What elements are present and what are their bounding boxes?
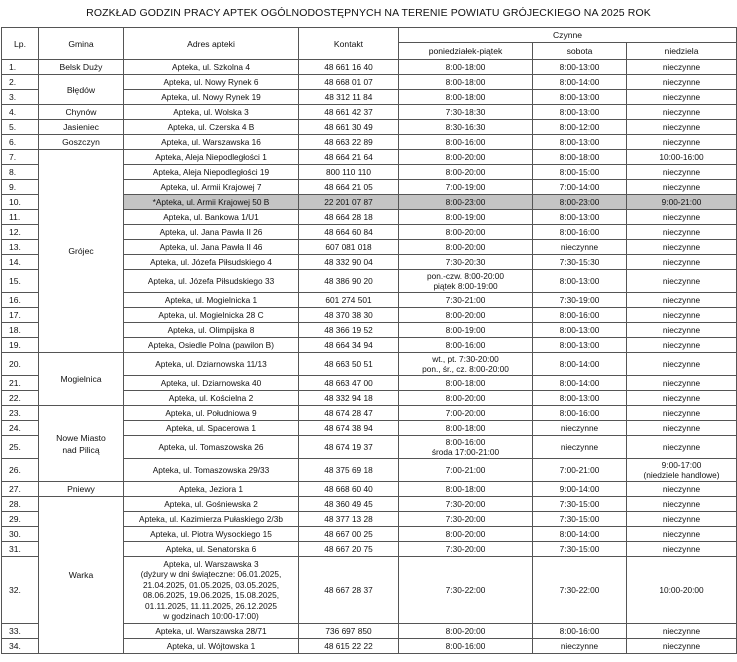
row-address: Apteka, ul. Armii Krajowej 7 xyxy=(124,180,299,195)
row-lp: 19. xyxy=(2,338,39,353)
sunday-hours-note: (niedziele handlowe) xyxy=(643,470,720,480)
row-lp: 23. xyxy=(2,406,39,421)
row-saturday-hours: 7:30-22:00 xyxy=(533,557,627,624)
weekday-hours-line: pon., śr., cz. 8:00-20:00 xyxy=(422,364,509,374)
row-saturday-hours: 8:00-15:00 xyxy=(533,165,627,180)
row-sunday-hours: nieczynne xyxy=(627,639,737,654)
table-row xyxy=(2,497,737,512)
row-weekday-hours: 8:00-19:00 xyxy=(399,210,533,225)
gmina-grojec: Grójec xyxy=(39,150,124,353)
row-phone: 601 274 501 xyxy=(299,293,399,308)
weekday-hours-line: pon.-czw. 8:00-20:00 xyxy=(426,270,505,281)
row-saturday-hours: nieczynne xyxy=(533,436,627,459)
row-weekday-hours: 8:00-18:00 xyxy=(399,421,533,436)
address-line: 21.04.2025, 01.05.2025, 03.05.2025, xyxy=(142,579,280,590)
row-phone: 48 668 01 07 xyxy=(299,75,399,90)
gmina-bledow: Błędów xyxy=(39,75,124,105)
row-lp: 12. xyxy=(2,225,39,240)
row-address: Apteka, ul. Południowa 9 xyxy=(124,406,299,421)
header-niedziela: niedziela xyxy=(627,43,737,60)
row-phone: 48 370 38 30 xyxy=(299,308,399,323)
row-address: Apteka, ul. Wolska 3 xyxy=(124,105,299,120)
row-phone: 48 667 20 75 xyxy=(299,542,399,557)
row-lp: 27. xyxy=(2,482,39,497)
row-phone: 48 663 22 89 xyxy=(299,135,399,150)
gmina-name-line: nad Pilicą xyxy=(62,444,100,455)
row-sunday-hours: nieczynne xyxy=(627,323,737,338)
row-address: Apteka, ul. Spacerowa 1 xyxy=(124,421,299,436)
row-lp: 9. xyxy=(2,180,39,195)
row-address: Apteka, ul. Piotra Wysockiego 15 xyxy=(124,527,299,542)
row-sunday-hours xyxy=(627,459,737,482)
row-phone: 48 664 21 64 xyxy=(299,150,399,165)
row-address: Apteka, ul. Warszawska 16 xyxy=(124,135,299,150)
row-address: Apteka, ul. Józefa Piłsudskiego 4 xyxy=(124,255,299,270)
row-address: Apteka, ul. Dziarnowska 11/13 xyxy=(124,353,299,376)
row-weekday-hours: 8:00-23:00 xyxy=(399,195,533,210)
weekday-hours-line: wt., pt. 7:30-20:00 xyxy=(432,353,499,364)
row-sunday-hours: nieczynne xyxy=(627,255,737,270)
row-phone: 48 377 13 28 xyxy=(299,512,399,527)
row-address: Apteka, ul. Jana Pawła II 26 xyxy=(124,225,299,240)
row-lp: 11. xyxy=(2,210,39,225)
row-weekday-hours xyxy=(399,436,533,459)
row-weekday-hours: 8:00-18:00 xyxy=(399,90,533,105)
row-lp: 16. xyxy=(2,293,39,308)
row-weekday-hours xyxy=(399,270,533,293)
row-weekday-hours: 8:00-16:00 xyxy=(399,639,533,654)
row-saturday-hours: 8:00-13:00 xyxy=(533,210,627,225)
row-sunday-hours: nieczynne xyxy=(627,624,737,639)
row-weekday-hours: 7:30-20:00 xyxy=(399,542,533,557)
row-phone: 48 664 21 05 xyxy=(299,180,399,195)
row-saturday-hours: 8:00-14:00 xyxy=(533,353,627,376)
row-phone: 48 674 28 47 xyxy=(299,406,399,421)
row-weekday-hours: 8:00-20:00 xyxy=(399,165,533,180)
row-weekday-hours: 8:00-20:00 xyxy=(399,624,533,639)
row-sunday-hours: nieczynne xyxy=(627,270,737,293)
row-sunday-hours: nieczynne xyxy=(627,512,737,527)
row-sunday-hours: nieczynne xyxy=(627,308,737,323)
row-weekday-hours: 8:00-20:00 xyxy=(399,527,533,542)
header-sobota: sobota xyxy=(533,43,627,60)
row-address: Apteka, ul. Dziarnowska 40 xyxy=(124,376,299,391)
row-phone: 607 081 018 xyxy=(299,240,399,255)
row-weekday-hours: 8:00-20:00 xyxy=(399,225,533,240)
row-weekday-hours: 7:00-21:00 xyxy=(399,459,533,482)
row-sunday-hours: nieczynne xyxy=(627,436,737,459)
row-lp: 30. xyxy=(2,527,39,542)
row-phone: 48 674 19 37 xyxy=(299,436,399,459)
row-weekday-hours xyxy=(399,353,533,376)
row-saturday-hours: 7:30-15:30 xyxy=(533,255,627,270)
gmina-goszczyn: Goszczyn xyxy=(39,135,124,150)
table-row xyxy=(2,120,737,135)
row-weekday-hours: 8:30-16:30 xyxy=(399,120,533,135)
row-saturday-hours: nieczynne xyxy=(533,240,627,255)
header-czynne: Czynne xyxy=(399,28,737,43)
row-saturday-hours: 8:00-16:00 xyxy=(533,624,627,639)
table-row xyxy=(2,353,737,376)
row-sunday-hours: 9:00-21:00 xyxy=(627,195,737,210)
row-lp: 31. xyxy=(2,542,39,557)
sunday-hours-line: 9:00-17:00 xyxy=(661,459,702,470)
row-weekday-hours: 8:00-16:00 xyxy=(399,338,533,353)
row-phone: 48 332 90 04 xyxy=(299,255,399,270)
table-row xyxy=(2,105,737,120)
row-saturday-hours: 8:00-13:00 xyxy=(533,105,627,120)
row-sunday-hours: nieczynne xyxy=(627,60,737,75)
row-lp: 29. xyxy=(2,512,39,527)
pharmacy-schedule-table xyxy=(1,27,737,654)
row-sunday-hours: nieczynne xyxy=(627,421,737,436)
row-sunday-hours: nieczynne xyxy=(627,75,737,90)
row-address: Apteka, ul. Nowy Rynek 6 xyxy=(124,75,299,90)
row-address: Apteka, ul. Senatorska 6 xyxy=(124,542,299,557)
row-address: Apteka, Aleja Niepodległości 1 xyxy=(124,150,299,165)
row-address: Apteka, ul. Wójtowska 1 xyxy=(124,639,299,654)
row-saturday-hours: 7:00-14:00 xyxy=(533,180,627,195)
row-saturday-hours: 8:00-14:00 xyxy=(533,376,627,391)
row-lp: 18. xyxy=(2,323,39,338)
row-sunday-hours: nieczynne xyxy=(627,542,737,557)
weekday-hours-line: piątek 8:00-19:00 xyxy=(433,281,498,291)
row-address: Apteka, ul. Czerska 4 B xyxy=(124,120,299,135)
gmina-warka: Warka xyxy=(39,497,124,654)
row-address: Apteka, ul. Tomaszowska 29/33 xyxy=(124,459,299,482)
row-saturday-hours: 7:30-15:00 xyxy=(533,542,627,557)
address-line: 01.11.2025, 11.11.2025, 26.12.2025 xyxy=(145,600,277,611)
row-saturday-hours: 8:00-13:00 xyxy=(533,338,627,353)
gmina-chynow: Chynów xyxy=(39,105,124,120)
row-saturday-hours: nieczynne xyxy=(533,639,627,654)
row-saturday-hours: 8:00-13:00 xyxy=(533,90,627,105)
row-weekday-hours: 8:00-16:00 xyxy=(399,135,533,150)
weekday-hours-line: 8:00-16:00 xyxy=(445,436,486,447)
row-lp: 26. xyxy=(2,459,39,482)
row-saturday-hours: 7:30-15:00 xyxy=(533,512,627,527)
row-phone: 48 668 60 40 xyxy=(299,482,399,497)
header-lp: Lp. xyxy=(2,28,39,60)
row-lp: 4. xyxy=(2,105,39,120)
row-sunday-hours: nieczynne xyxy=(627,90,737,105)
row-weekday-hours: 7:30-22:00 xyxy=(399,557,533,624)
row-address: Apteka, ul. Kazimierza Pułaskiego 2/3b xyxy=(124,512,299,527)
header-adres: Adres apteki xyxy=(124,28,299,60)
row-lp: 34. xyxy=(2,639,39,654)
row-address: Apteka, ul. Nowy Rynek 19 xyxy=(124,90,299,105)
gmina-nowe-miasto xyxy=(39,406,124,482)
row-sunday-hours: nieczynne xyxy=(627,293,737,308)
row-address: Apteka, ul. Olimpijska 8 xyxy=(124,323,299,338)
row-saturday-hours: 8:00-14:00 xyxy=(533,527,627,542)
row-phone: 48 664 28 18 xyxy=(299,210,399,225)
row-weekday-hours: 8:00-20:00 xyxy=(399,150,533,165)
row-sunday-hours: nieczynne xyxy=(627,180,737,195)
row-weekday-hours: 7:30-18:30 xyxy=(399,105,533,120)
gmina-pniewy: Pniewy xyxy=(39,482,124,497)
row-sunday-hours: nieczynne xyxy=(627,338,737,353)
row-lp: 20. xyxy=(2,353,39,376)
header-gmina: Gmina xyxy=(39,28,124,60)
row-phone: 48 661 30 49 xyxy=(299,120,399,135)
row-saturday-hours: 8:00-13:00 xyxy=(533,323,627,338)
row-saturday-hours: 7:00-21:00 xyxy=(533,459,627,482)
table-row xyxy=(2,150,737,165)
row-address: Apteka, ul. Tomaszowska 26 xyxy=(124,436,299,459)
row-phone: 48 661 16 40 xyxy=(299,60,399,75)
row-weekday-hours: 7:30-20:00 xyxy=(399,497,533,512)
row-address: Apteka, ul. Jana Pawła II 46 xyxy=(124,240,299,255)
row-weekday-hours: 7:30-21:00 xyxy=(399,293,533,308)
row-weekday-hours: 7:00-20:00 xyxy=(399,406,533,421)
row-saturday-hours: 8:00-12:00 xyxy=(533,120,627,135)
gmina-mogielnica: Mogielnica xyxy=(39,353,124,406)
row-address: Apteka, Jeziora 1 xyxy=(124,482,299,497)
row-lp: 3. xyxy=(2,90,39,105)
row-lp: 14. xyxy=(2,255,39,270)
row-sunday-hours: nieczynne xyxy=(627,240,737,255)
row-sunday-hours: nieczynne xyxy=(627,225,737,240)
gmina-jasieniec: Jasieniec xyxy=(39,120,124,135)
row-lp: 13. xyxy=(2,240,39,255)
row-lp: 6. xyxy=(2,135,39,150)
row-saturday-hours: 8:00-23:00 xyxy=(533,195,627,210)
row-sunday-hours: nieczynne xyxy=(627,376,737,391)
row-weekday-hours: 8:00-18:00 xyxy=(399,60,533,75)
row-saturday-hours: 8:00-16:00 xyxy=(533,225,627,240)
table-row xyxy=(2,75,737,90)
row-address: Apteka, ul. Gośniewska 2 xyxy=(124,497,299,512)
row-sunday-hours: nieczynne xyxy=(627,406,737,421)
row-weekday-hours: 8:00-18:00 xyxy=(399,482,533,497)
row-lp: 24. xyxy=(2,421,39,436)
row-address xyxy=(124,557,299,624)
row-lp: 8. xyxy=(2,165,39,180)
row-saturday-hours: 9:00-14:00 xyxy=(533,482,627,497)
row-lp: 15. xyxy=(2,270,39,293)
row-saturday-hours: 8:00-13:00 xyxy=(533,270,627,293)
gmina-name-line: Nowe Miasto xyxy=(56,432,106,443)
row-phone: 48 664 60 84 xyxy=(299,225,399,240)
row-phone: 48 667 28 37 xyxy=(299,557,399,624)
row-lp: 10. xyxy=(2,195,39,210)
row-phone: 48 375 69 18 xyxy=(299,459,399,482)
row-address: Apteka, ul. Bankowa 1/U1 xyxy=(124,210,299,225)
row-phone: 48 661 42 37 xyxy=(299,105,399,120)
row-phone: 48 332 94 18 xyxy=(299,391,399,406)
row-saturday-hours: nieczynne xyxy=(533,421,627,436)
row-sunday-hours: 10:00-16:00 xyxy=(627,150,737,165)
row-saturday-hours: 7:30-15:00 xyxy=(533,497,627,512)
row-weekday-hours: 8:00-20:00 xyxy=(399,391,533,406)
header-kontakt: Kontakt xyxy=(299,28,399,60)
row-phone: 48 664 34 94 xyxy=(299,338,399,353)
row-lp: 33. xyxy=(2,624,39,639)
row-weekday-hours: 7:30-20:00 xyxy=(399,512,533,527)
row-weekday-hours: 8:00-19:00 xyxy=(399,323,533,338)
row-weekday-hours: 7:00-19:00 xyxy=(399,180,533,195)
row-address: *Apteka, ul. Armii Krajowej 50 B xyxy=(124,195,299,210)
address-line: (dyżury w dni świąteczne: 06.01.2025, xyxy=(140,569,282,579)
row-phone: 48 674 38 94 xyxy=(299,421,399,436)
row-lp: 17. xyxy=(2,308,39,323)
page-title: ROZKŁAD GODZIN PRACY APTEK OGÓLNODOSTĘPNYCH NA TERENIE POWIATU GRÓJECKIEGO NA 2025 ROK xyxy=(86,7,651,19)
row-phone: 48 312 11 84 xyxy=(299,90,399,105)
row-phone: 48 386 90 20 xyxy=(299,270,399,293)
row-saturday-hours: 8:00-14:00 xyxy=(533,75,627,90)
row-address: Apteka, ul. Józefa Piłsudskiego 33 xyxy=(124,270,299,293)
row-address: Apteka, ul. Szkolna 4 xyxy=(124,60,299,75)
row-weekday-hours: 8:00-20:00 xyxy=(399,308,533,323)
row-lp: 1. xyxy=(2,60,39,75)
row-lp: 5. xyxy=(2,120,39,135)
row-lp: 28. xyxy=(2,497,39,512)
row-sunday-hours: nieczynne xyxy=(627,482,737,497)
row-address: Apteka, ul. Kościelna 2 xyxy=(124,391,299,406)
row-weekday-hours: 7:30-20:30 xyxy=(399,255,533,270)
address-line: w godzinach 10:00-17:00) xyxy=(163,611,259,621)
row-phone: 48 663 47 00 xyxy=(299,376,399,391)
row-saturday-hours: 8:00-16:00 xyxy=(533,406,627,421)
table-row xyxy=(2,60,737,75)
row-sunday-hours: nieczynne xyxy=(627,120,737,135)
row-phone: 48 663 50 51 xyxy=(299,353,399,376)
row-phone: 48 360 49 45 xyxy=(299,497,399,512)
row-sunday-hours: 10:00-20:00 xyxy=(627,557,737,624)
row-lp: 32. xyxy=(2,557,39,624)
row-weekday-hours: 8:00-18:00 xyxy=(399,376,533,391)
gmina-belsk: Belsk Duży xyxy=(39,60,124,75)
row-sunday-hours: nieczynne xyxy=(627,497,737,512)
row-address: Apteka, Osiedle Polna (pawilon B) xyxy=(124,338,299,353)
address-line: 08.06.2025, 19.06.2025, 15.08.2025, xyxy=(142,590,280,600)
header-pn-pt: poniedziałek-piątek xyxy=(399,43,533,60)
row-saturday-hours: 8:00-13:00 xyxy=(533,60,627,75)
row-lp: 2. xyxy=(2,75,39,90)
row-address: Apteka, Aleja Niepodległości 19 xyxy=(124,165,299,180)
row-sunday-hours: nieczynne xyxy=(627,165,737,180)
row-sunday-hours: nieczynne xyxy=(627,105,737,120)
row-address: Apteka, ul. Mogielnicka 28 C xyxy=(124,308,299,323)
row-saturday-hours: 7:30-19:00 xyxy=(533,293,627,308)
row-saturday-hours: 8:00-16:00 xyxy=(533,308,627,323)
row-phone: 736 697 850 xyxy=(299,624,399,639)
row-sunday-hours: nieczynne xyxy=(627,210,737,225)
row-weekday-hours: 8:00-20:00 xyxy=(399,240,533,255)
weekday-hours-line: środa 17:00-21:00 xyxy=(431,447,500,457)
row-phone: 48 667 00 25 xyxy=(299,527,399,542)
row-lp: 22. xyxy=(2,391,39,406)
row-sunday-hours: nieczynne xyxy=(627,353,737,376)
row-sunday-hours: nieczynne xyxy=(627,135,737,150)
row-lp: 25. xyxy=(2,436,39,459)
row-saturday-hours: 8:00-18:00 xyxy=(533,150,627,165)
row-phone: 48 615 22 22 xyxy=(299,639,399,654)
row-sunday-hours: nieczynne xyxy=(627,527,737,542)
row-lp: 7. xyxy=(2,150,39,165)
table-row xyxy=(2,135,737,150)
row-phone: 48 366 19 52 xyxy=(299,323,399,338)
row-phone: 800 110 110 xyxy=(299,165,399,180)
table-row xyxy=(2,406,737,421)
row-saturday-hours: 8:00-13:00 xyxy=(533,135,627,150)
row-lp: 21. xyxy=(2,376,39,391)
row-weekday-hours: 8:00-18:00 xyxy=(399,75,533,90)
address-line: Apteka, ul. Warszawska 3 xyxy=(163,558,259,569)
row-saturday-hours: 8:00-13:00 xyxy=(533,391,627,406)
row-sunday-hours: nieczynne xyxy=(627,391,737,406)
row-address: Apteka, ul. Mogielnicka 1 xyxy=(124,293,299,308)
row-address: Apteka, ul. Warszawska 28/71 xyxy=(124,624,299,639)
table-row xyxy=(2,482,737,497)
row-phone: 22 201 07 87 xyxy=(299,195,399,210)
